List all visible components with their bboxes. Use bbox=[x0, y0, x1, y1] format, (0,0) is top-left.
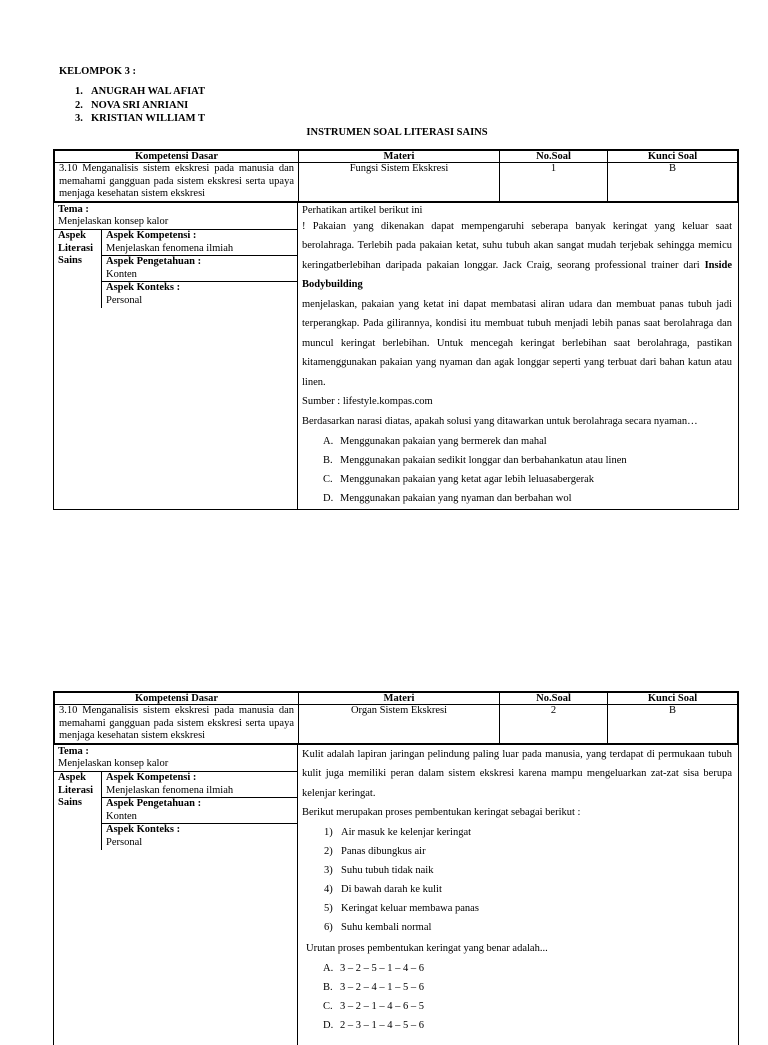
header-no-soal: No.Soal bbox=[500, 693, 608, 705]
header-no-soal: No.Soal bbox=[500, 151, 608, 163]
aspek-konteks-label: Aspek Konteks : bbox=[106, 824, 181, 836]
step-text: Suhu tubuh tidak naik bbox=[341, 865, 434, 877]
option-text: 3 – 2 – 4 – 1 – 5 – 6 bbox=[340, 982, 424, 994]
aspek-literasi-label: Aspek Literasi Sains bbox=[54, 772, 102, 850]
aspect-panel bbox=[54, 203, 298, 509]
group-title: KELOMPOK 3 : bbox=[59, 66, 136, 77]
question-text: Urutan proses pembentukan keringat yang benar adalah... bbox=[306, 943, 548, 955]
option-text: 3 – 2 – 1 – 4 – 6 – 5 bbox=[340, 1001, 424, 1013]
step-text: Suhu kembali normal bbox=[341, 922, 432, 934]
step-item bbox=[302, 823, 732, 842]
kunci-soal-value: B bbox=[608, 163, 738, 202]
option-b bbox=[323, 978, 732, 997]
step-label: 2) bbox=[324, 846, 333, 858]
option-text: Menggunakan pakaian yang nyaman dan berbahan wol bbox=[340, 493, 572, 505]
tema-label: Tema : bbox=[58, 203, 89, 215]
step-label: 4) bbox=[324, 884, 333, 896]
aspek-pengetahuan-label: Aspek Pengetahuan : bbox=[106, 798, 202, 810]
option-label: A. bbox=[323, 436, 334, 448]
step-item bbox=[302, 861, 732, 880]
member-number: 1. bbox=[75, 86, 83, 97]
option-c bbox=[323, 997, 732, 1016]
table-header-row bbox=[55, 151, 738, 163]
step-item bbox=[302, 880, 732, 899]
option-text: Menggunakan pakaian sedikit longgar dan berbahankatun atau linen bbox=[340, 455, 627, 467]
step-item bbox=[302, 899, 732, 918]
step-text: Keringat keluar membawa panas bbox=[341, 903, 479, 915]
step-label: 6) bbox=[324, 922, 333, 934]
aspek-kompetensi bbox=[102, 230, 297, 256]
option-label: B. bbox=[323, 455, 333, 467]
question-intro: Perhatikan artikel berikut ini bbox=[302, 204, 423, 216]
option-a bbox=[323, 432, 732, 451]
step-label: 5) bbox=[324, 903, 333, 915]
member-item bbox=[75, 113, 205, 127]
aspek-konteks-label: Aspek Konteks : bbox=[106, 282, 181, 294]
question-body-row bbox=[54, 202, 738, 509]
header-materi: Materi bbox=[299, 693, 500, 705]
option-text: Menggunakan pakaian yang bermerek dan mahal bbox=[340, 436, 547, 448]
table-info-row bbox=[55, 163, 738, 202]
member-number: 3. bbox=[75, 113, 83, 124]
member-list bbox=[75, 86, 205, 127]
aspek-pengetahuan bbox=[102, 798, 297, 824]
header-kompetensi: Kompetensi Dasar bbox=[55, 151, 299, 163]
option-label: C. bbox=[323, 1001, 333, 1013]
kunci-soal-value: B bbox=[608, 705, 738, 744]
aspek-block bbox=[54, 230, 297, 308]
option-c bbox=[323, 470, 732, 489]
step-label: 1) bbox=[324, 827, 333, 839]
question-lead: Berikut merupakan proses pembentukan keringat sebagai berikut : bbox=[302, 807, 581, 819]
aspek-pengetahuan bbox=[102, 256, 297, 282]
answer-options bbox=[302, 432, 732, 508]
header-materi: Materi bbox=[299, 151, 500, 163]
aspek-konteks-value: Personal bbox=[106, 294, 143, 306]
question-panel bbox=[298, 745, 738, 1045]
option-a bbox=[323, 959, 732, 978]
option-d bbox=[323, 1016, 732, 1035]
option-text: 2 – 3 – 1 – 4 – 5 – 6 bbox=[340, 1020, 424, 1032]
step-item bbox=[302, 842, 732, 861]
option-text: 3 – 2 – 5 – 1 – 4 – 6 bbox=[340, 963, 424, 975]
header-kunci-soal: Kunci Soal bbox=[608, 151, 738, 163]
option-label: D. bbox=[323, 493, 334, 505]
tema-value: Menjelaskan konsep kalor bbox=[58, 758, 169, 770]
table-header-row bbox=[55, 693, 738, 705]
step-item bbox=[302, 918, 732, 937]
aspek-literasi-label: Aspek Literasi Sains bbox=[54, 230, 102, 308]
step-label: 3) bbox=[324, 865, 333, 877]
aspek-kompetensi-value: Menjelaskan fenomena ilmiah bbox=[106, 784, 234, 796]
question-body-row bbox=[54, 744, 738, 1045]
header-kompetensi: Kompetensi Dasar bbox=[55, 693, 299, 705]
step-text: Di bawah darah ke kulit bbox=[341, 884, 442, 896]
question-text: Berdasarkan narasi diatas, apakah solusi yang ditawarkan untuk berolahraga secara nyaman… bbox=[302, 416, 698, 428]
article-bold-text: Inside Bodybuilding bbox=[302, 259, 733, 291]
step-text: Panas dibungkus air bbox=[341, 846, 426, 858]
aspect-panel bbox=[54, 745, 298, 1045]
aspek-konteks bbox=[102, 282, 297, 307]
tema-block bbox=[54, 745, 297, 772]
no-soal-value: 2 bbox=[500, 705, 608, 744]
question-intro: Kulit adalah lapiran jaringan pelindung paling luar pada manusia, yang terdapat di permukaan tubuh kulit juga memiliki peran dalam sistem ekskresi karena mampu mengeluarkan zat-zat sisa berupa kelenjar keringat. bbox=[302, 748, 732, 799]
option-label: C. bbox=[323, 474, 333, 486]
tema-label: Tema : bbox=[58, 745, 89, 757]
document-title: INSTRUMEN SOAL LITERASI SAINS bbox=[306, 127, 488, 138]
aspek-pengetahuan-value: Konten bbox=[106, 268, 137, 280]
materi-text: Organ Sistem Ekskresi bbox=[299, 705, 500, 744]
aspek-kompetensi-label: Aspek Kompetensi : bbox=[106, 771, 197, 783]
no-soal-value: 1 bbox=[500, 163, 608, 202]
aspek-pengetahuan-label: Aspek Pengetahuan : bbox=[106, 256, 202, 268]
kompetensi-dasar-text: 3.10 Menganalisis sistem ekskresi pada manusia dan memahami gangguan pada sistem ekskresi serta upaya menjaga kesehatan sistem ekskresi bbox=[55, 163, 299, 202]
option-label: D. bbox=[323, 1020, 334, 1032]
aspek-kompetensi bbox=[102, 772, 297, 798]
aspek-kompetensi-value: Menjelaskan fenomena ilmiah bbox=[106, 242, 234, 254]
article-text-a: ! Pakaian yang dikenakan dapat mempengaruhi seberapa banyak keringat yang keluar saat berolahraga. Terlebih pada pakaian ketat, suhu tubuh akan sangat mudah terjebak sehingga memicu keringatberlebihan daripada pakaian longgar. Jack Craig, seorang professional trainer dari bbox=[302, 220, 732, 271]
member-name: KRISTIAN WILLIAM T bbox=[91, 113, 205, 124]
materi-text: Fungsi Sistem Ekskresi bbox=[299, 163, 500, 202]
aspek-konteks bbox=[102, 824, 297, 849]
table-info-row bbox=[55, 705, 738, 744]
article-source: Sumber : lifestyle.kompas.com bbox=[302, 396, 433, 408]
aspek-konteks-value: Personal bbox=[106, 836, 143, 848]
article-paragraph bbox=[302, 217, 732, 295]
member-name: ANUGRAH WAL AFIAT bbox=[91, 86, 205, 97]
step-text: Air masuk ke kelenjar keringat bbox=[341, 827, 472, 839]
option-label: A. bbox=[323, 963, 334, 975]
tema-value: Menjelaskan konsep kalor bbox=[58, 216, 169, 228]
article-paragraph-cont: menjelaskan, pakaian yang ketat ini dapat membatasi aliran udara dan membuat panas tubuh jadi terperangkap. Pada gilirannya, kondisi itu membuat tubuh menjadi lebih panas saat berolahraga dan muncul keringat berlebihan. Untuk mencegah keringat berlebihan saat berolahraga, pastikan kitamenggunakan pakaian yang nyaman dan agak longgar seperti yang terbuat dari bahan katun atau linen. bbox=[302, 298, 732, 388]
aspek-block bbox=[54, 772, 297, 850]
question-panel bbox=[298, 203, 738, 509]
aspek-pengetahuan-value: Konten bbox=[106, 810, 137, 822]
tema-block bbox=[54, 203, 297, 230]
question-table-2 bbox=[53, 691, 739, 1045]
process-steps bbox=[302, 823, 732, 937]
member-item bbox=[75, 86, 205, 100]
member-number: 2. bbox=[75, 99, 83, 111]
option-d bbox=[323, 489, 732, 508]
question-table-1 bbox=[53, 149, 739, 510]
member-name: NOVA SRI ANRIANI bbox=[91, 99, 189, 111]
option-b bbox=[323, 451, 732, 470]
header-kunci-soal: Kunci Soal bbox=[608, 693, 738, 705]
aspek-kompetensi-label: Aspek Kompetensi : bbox=[106, 229, 197, 241]
member-item bbox=[75, 100, 205, 114]
option-text: Menggunakan pakaian yang ketat agar lebih leluasabergerak bbox=[340, 474, 595, 486]
kompetensi-dasar-text: 3.10 Menganalisis sistem ekskresi pada manusia dan memahami gangguan pada sistem ekskresi serta upaya menjaga kesehatan sistem ekskresi bbox=[55, 705, 299, 744]
option-label: B. bbox=[323, 982, 333, 994]
